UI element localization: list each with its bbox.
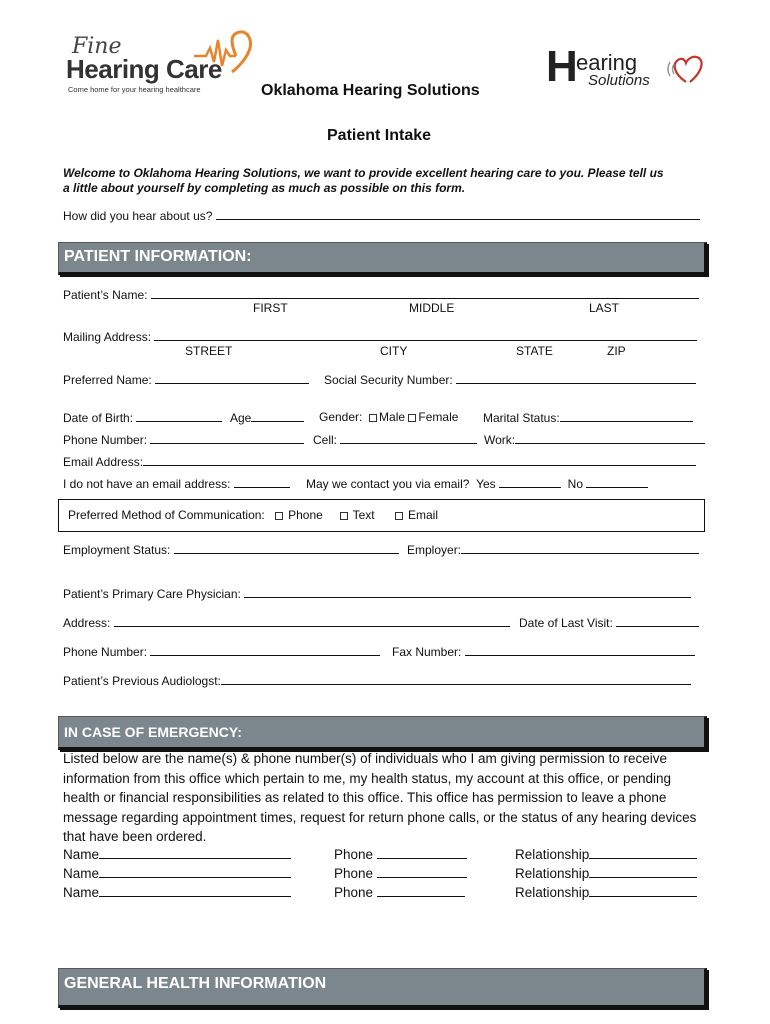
gender-label: Gender:: [319, 410, 363, 424]
emergency-phone-input[interactable]: [377, 847, 467, 859]
patient-name-field[interactable]: [63, 287, 699, 302]
emergency-phone-1[interactable]: [334, 847, 467, 862]
address-part-street: STREET: [185, 344, 233, 358]
emergency-name-label: Name: [63, 866, 100, 881]
dob-input[interactable]: [136, 410, 222, 422]
age-field[interactable]: [230, 410, 304, 425]
last-visit-field[interactable]: [519, 615, 699, 630]
pcp-address-input[interactable]: [114, 615, 510, 627]
name-part-first: FIRST: [253, 301, 288, 315]
phone-label: Phone Number:: [63, 433, 148, 447]
work-label: Work:: [484, 433, 516, 447]
marital-status-input[interactable]: [560, 410, 693, 422]
work-field[interactable]: [484, 432, 705, 447]
employer-field[interactable]: [407, 542, 699, 557]
gender-female-label: Female: [418, 410, 459, 424]
pcp-label: Patient’s Primary Care Physician:: [63, 587, 241, 601]
name-part-middle: MIDDLE: [409, 301, 455, 315]
phone-field[interactable]: [63, 432, 304, 447]
pref-phone-label: Phone: [288, 508, 323, 522]
pcp-address-label: Address:: [63, 616, 111, 630]
fax-input[interactable]: [465, 644, 695, 656]
name-part-last: LAST: [589, 301, 620, 315]
last-visit-label: Date of Last Visit:: [519, 616, 613, 630]
emergency-relationship-1[interactable]: [515, 847, 697, 862]
pcp-phone-input[interactable]: [150, 644, 380, 656]
emergency-relationship-label: Relationship: [515, 866, 590, 881]
contact-email-yes-input[interactable]: [499, 476, 561, 488]
pcp-phone-field[interactable]: [63, 644, 380, 659]
hear-about-input[interactable]: [216, 208, 700, 220]
intro-line-1: Welcome to Oklahoma Hearing Solutions, we want to provide excellent hearing care to you. Please tell us: [63, 166, 664, 180]
age-input[interactable]: [251, 410, 304, 422]
emergency-phone-label: Phone: [334, 847, 374, 862]
emergency-phone-label: Phone: [334, 885, 374, 900]
logo-script-text: Fine: [72, 34, 122, 59]
pref-text-label: Text: [352, 508, 375, 522]
mailing-address-label: Mailing Address:: [63, 330, 152, 344]
emergency-phone-input[interactable]: [377, 866, 467, 878]
emergency-relationship-2[interactable]: [515, 866, 697, 881]
emergency-relationship-3[interactable]: [515, 885, 697, 900]
marital-status-label: Marital Status:: [483, 411, 560, 425]
address-part-zip: ZIP: [607, 344, 626, 358]
employment-status-label: Employment Status:: [63, 543, 171, 557]
patient-name-input[interactable]: [151, 287, 699, 299]
emergency-name-2[interactable]: [63, 866, 291, 881]
last-visit-input[interactable]: [616, 615, 699, 627]
cell-field[interactable]: [313, 432, 477, 447]
form-title: Patient Intake: [327, 127, 432, 144]
emergency-permission-text: Listed below are the name(s) & phone number(s) of individuals who I am giving permission to receive information from this office which pertain to me, my health status, my account at this office, or pending health or financial responsibilities as related to this office. This office has permission to leave a phone message regarding appointment times, request for return phone calls, or the status of any hearing devices that have been ordered.: [63, 751, 697, 844]
dob-field[interactable]: [63, 410, 222, 425]
email-field[interactable]: [63, 454, 696, 469]
gender-female-checkbox[interactable]: [408, 414, 416, 422]
patient-info-heading: PATIENT INFORMATION:: [64, 248, 252, 265]
logo-sub: Solutions: [588, 72, 650, 89]
emergency-relationship-label: Relationship: [515, 885, 590, 900]
pref-email-label: Email: [408, 508, 439, 522]
audiologist-field[interactable]: [63, 673, 691, 688]
pref-email-checkbox[interactable]: [395, 512, 403, 520]
logo-main-text: Hearing Care: [66, 54, 222, 84]
contact-email-label: May we contact you via email?: [306, 477, 470, 491]
email-label: Email Address:: [63, 455, 144, 469]
emergency-name-input[interactable]: [99, 847, 291, 859]
preferred-communication-row: [68, 508, 438, 522]
cell-input[interactable]: [340, 432, 477, 444]
emergency-header: [58, 716, 707, 750]
emergency-heading: IN CASE OF EMERGENCY:: [64, 724, 242, 740]
address-part-state: STATE: [516, 344, 553, 358]
general-health-heading: GENERAL HEALTH INFORMATION: [64, 975, 327, 992]
no-email-label: I do not have an email address:: [63, 477, 231, 491]
contact-email-yes-label: Yes: [476, 477, 496, 491]
no-email-field[interactable]: [63, 476, 290, 491]
pref-text-checkbox[interactable]: [340, 512, 348, 520]
fax-label: Fax Number:: [392, 645, 462, 659]
audiologist-input[interactable]: [221, 673, 691, 685]
pref-phone-checkbox[interactable]: [275, 512, 283, 520]
sound-heart-icon: [664, 52, 706, 86]
gender-male-checkbox[interactable]: [369, 414, 377, 422]
emergency-relationship-input[interactable]: [589, 885, 697, 897]
emergency-relationship-input[interactable]: [589, 866, 697, 878]
pcp-input[interactable]: [244, 586, 691, 598]
ssn-field[interactable]: [324, 372, 696, 387]
marital-status-field[interactable]: [483, 410, 693, 425]
org-title: Oklahoma Hearing Solutions: [261, 82, 480, 99]
dob-label: Date of Birth:: [63, 411, 134, 425]
employment-status-field[interactable]: [63, 542, 399, 557]
no-email-input[interactable]: [234, 476, 290, 488]
cell-label: Cell:: [313, 433, 338, 447]
phone-input[interactable]: [150, 432, 304, 444]
emergency-phone-3[interactable]: [334, 885, 465, 900]
gender-field: [319, 410, 458, 424]
preferred-communication-label: Preferred Method of Communication:: [68, 508, 265, 522]
emergency-name-input[interactable]: [99, 885, 291, 897]
emergency-name-3[interactable]: [63, 885, 291, 900]
pcp-phone-label: Phone Number:: [63, 645, 148, 659]
mailing-address-input[interactable]: [154, 329, 697, 341]
patient-info-header: [58, 242, 707, 275]
preferred-name-field[interactable]: [63, 372, 309, 387]
logo-word: earing: [576, 50, 638, 75]
logo-tagline: Come home for your hearing healthcare: [68, 85, 201, 94]
emergency-relationship-input[interactable]: [589, 847, 697, 859]
address-part-city: CITY: [380, 344, 408, 358]
emergency-relationship-label: Relationship: [515, 847, 590, 862]
email-input[interactable]: [143, 454, 696, 466]
contact-email-no-label: No: [567, 477, 584, 491]
pcp-address-field[interactable]: [63, 615, 510, 630]
general-health-header: [58, 968, 707, 1008]
heartbeat-icon: [192, 26, 262, 76]
employer-label: Employer:: [407, 543, 462, 557]
mailing-address-field[interactable]: [63, 329, 697, 344]
contact-email-no-input[interactable]: [586, 476, 648, 488]
emergency-phone-input[interactable]: [377, 885, 465, 897]
intro-line-2: a little about yourself by completing as much as possible on this form.: [63, 181, 466, 195]
logo-letter-h: H: [546, 42, 578, 91]
ssn-label: Social Security Number:: [324, 373, 453, 387]
employer-input[interactable]: [461, 542, 699, 554]
hear-about-label: How did you hear about us?: [63, 209, 213, 223]
emergency-phone-label: Phone: [334, 866, 374, 881]
emergency-name-1[interactable]: [63, 847, 291, 862]
contact-email-field: [306, 476, 648, 491]
age-label: Age: [230, 411, 252, 425]
patient-name-label: Patient’s Name:: [63, 288, 148, 302]
preferred-name-input[interactable]: [155, 372, 309, 384]
emergency-name-input[interactable]: [99, 866, 291, 878]
employment-status-input[interactable]: [174, 542, 399, 554]
ssn-input[interactable]: [456, 372, 696, 384]
audiologist-label: Patient’s Previous Audiologst:: [63, 674, 221, 688]
preferred-communication-box: [58, 499, 705, 532]
hear-about-field[interactable]: [63, 208, 700, 223]
emergency-name-label: Name: [63, 885, 100, 900]
pcp-field[interactable]: [63, 586, 691, 601]
emergency-phone-2[interactable]: [334, 866, 467, 881]
preferred-name-label: Preferred Name:: [63, 373, 152, 387]
work-input[interactable]: [515, 432, 705, 444]
gender-male-label: Male: [379, 410, 406, 424]
emergency-name-label: Name: [63, 847, 100, 862]
fax-field[interactable]: [392, 644, 695, 659]
